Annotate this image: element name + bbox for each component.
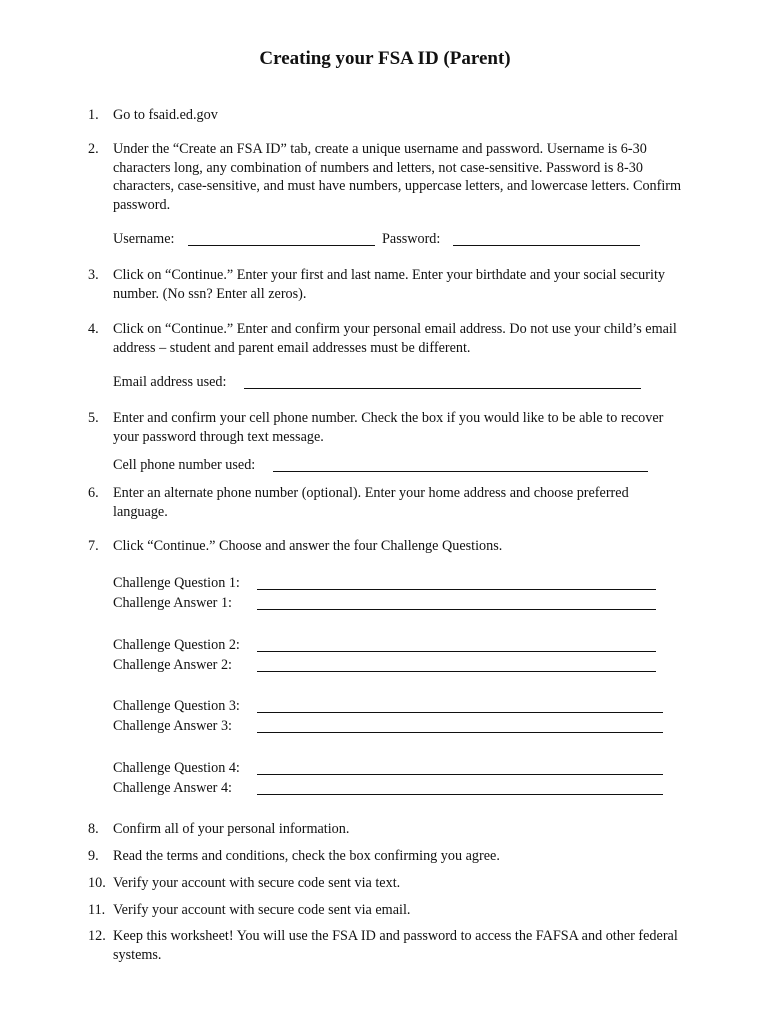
cell-blank[interactable] <box>273 471 648 472</box>
password-blank[interactable] <box>453 245 640 246</box>
step-text: Enter and confirm your cell phone number. Check the box if you would like to be able to recover your password through text message. <box>113 410 664 445</box>
username-blank[interactable] <box>188 245 375 246</box>
challenge-question-label: Challenge Question 4: <box>113 760 240 776</box>
username-label: Username: <box>113 231 175 247</box>
step-number: 1. <box>88 107 99 123</box>
step-text: Enter an alternate phone number (optional). Enter your home address and choose preferred language. <box>113 485 629 520</box>
challenge-question-label: Challenge Question 3: <box>113 698 240 714</box>
step-text: Read the terms and conditions, check the box confirming you agree. <box>113 848 500 864</box>
step-number: 7. <box>88 538 99 554</box>
step-number: 2. <box>88 141 99 157</box>
step-number: 8. <box>88 821 99 837</box>
step-number: 11. <box>88 902 106 918</box>
challenge-answer-label: Challenge Answer 1: <box>113 595 232 611</box>
challenge-answer-label: Challenge Answer 2: <box>113 657 232 673</box>
step-number: 10. <box>88 875 106 891</box>
challenge-answer-blank[interactable] <box>257 794 663 795</box>
step-number: 12. <box>88 928 106 944</box>
password-label: Password: <box>382 231 441 247</box>
challenge-question-label: Challenge Question 1: <box>113 575 240 591</box>
step-text: Click “Continue.” Choose and answer the four Challenge Questions. <box>113 538 503 554</box>
step-number: 3. <box>88 267 99 283</box>
step-text: Click on “Continue.” Enter your first and last name. Enter your birthdate and your social security number. (No ssn? Enter all zeros). <box>113 267 665 302</box>
email-blank[interactable] <box>244 388 641 389</box>
cell-label: Cell phone number used: <box>113 457 256 473</box>
step-text: Keep this worksheet! You will use the FSA ID and password to access the FAFSA and other federal systems. <box>113 928 678 963</box>
step-text: Confirm all of your personal information. <box>113 821 350 837</box>
email-label: Email address used: <box>113 374 227 390</box>
step-number: 5. <box>88 410 99 426</box>
challenge-answer-blank[interactable] <box>257 732 663 733</box>
challenge-answer-blank[interactable] <box>257 671 656 672</box>
step-text: Go to fsaid.ed.gov <box>113 107 218 123</box>
challenge-answer-blank[interactable] <box>257 609 656 610</box>
challenge-answer-label: Challenge Answer 4: <box>113 780 232 796</box>
step-text: Verify your account with secure code sent via text. <box>113 875 401 891</box>
page-title: Creating your FSA ID (Parent) <box>259 48 511 69</box>
challenge-question-blank[interactable] <box>257 651 656 652</box>
step-text: Verify your account with secure code sent via email. <box>113 902 411 918</box>
challenge-question-blank[interactable] <box>257 589 656 590</box>
challenge-answer-label: Challenge Answer 3: <box>113 718 232 734</box>
step-number: 6. <box>88 485 99 501</box>
step-number: 4. <box>88 321 99 337</box>
step-text: Click on “Continue.” Enter and confirm your personal email address. Do not use your child’s email address – student and parent email addresses must be different. <box>113 321 677 356</box>
step-number: 9. <box>88 848 99 864</box>
challenge-question-blank[interactable] <box>257 774 663 775</box>
challenge-question-blank[interactable] <box>257 712 663 713</box>
challenge-question-label: Challenge Question 2: <box>113 637 240 653</box>
step-text: Under the “Create an FSA ID” tab, create a unique username and password. Username is 6-30 characters long, any combination of numbers and letters, not case-sensitive. Password is 8-30 characters, case-sensitive, and must have numbers, uppercase letters, and lowercase letters. Confirm password. <box>113 141 682 213</box>
